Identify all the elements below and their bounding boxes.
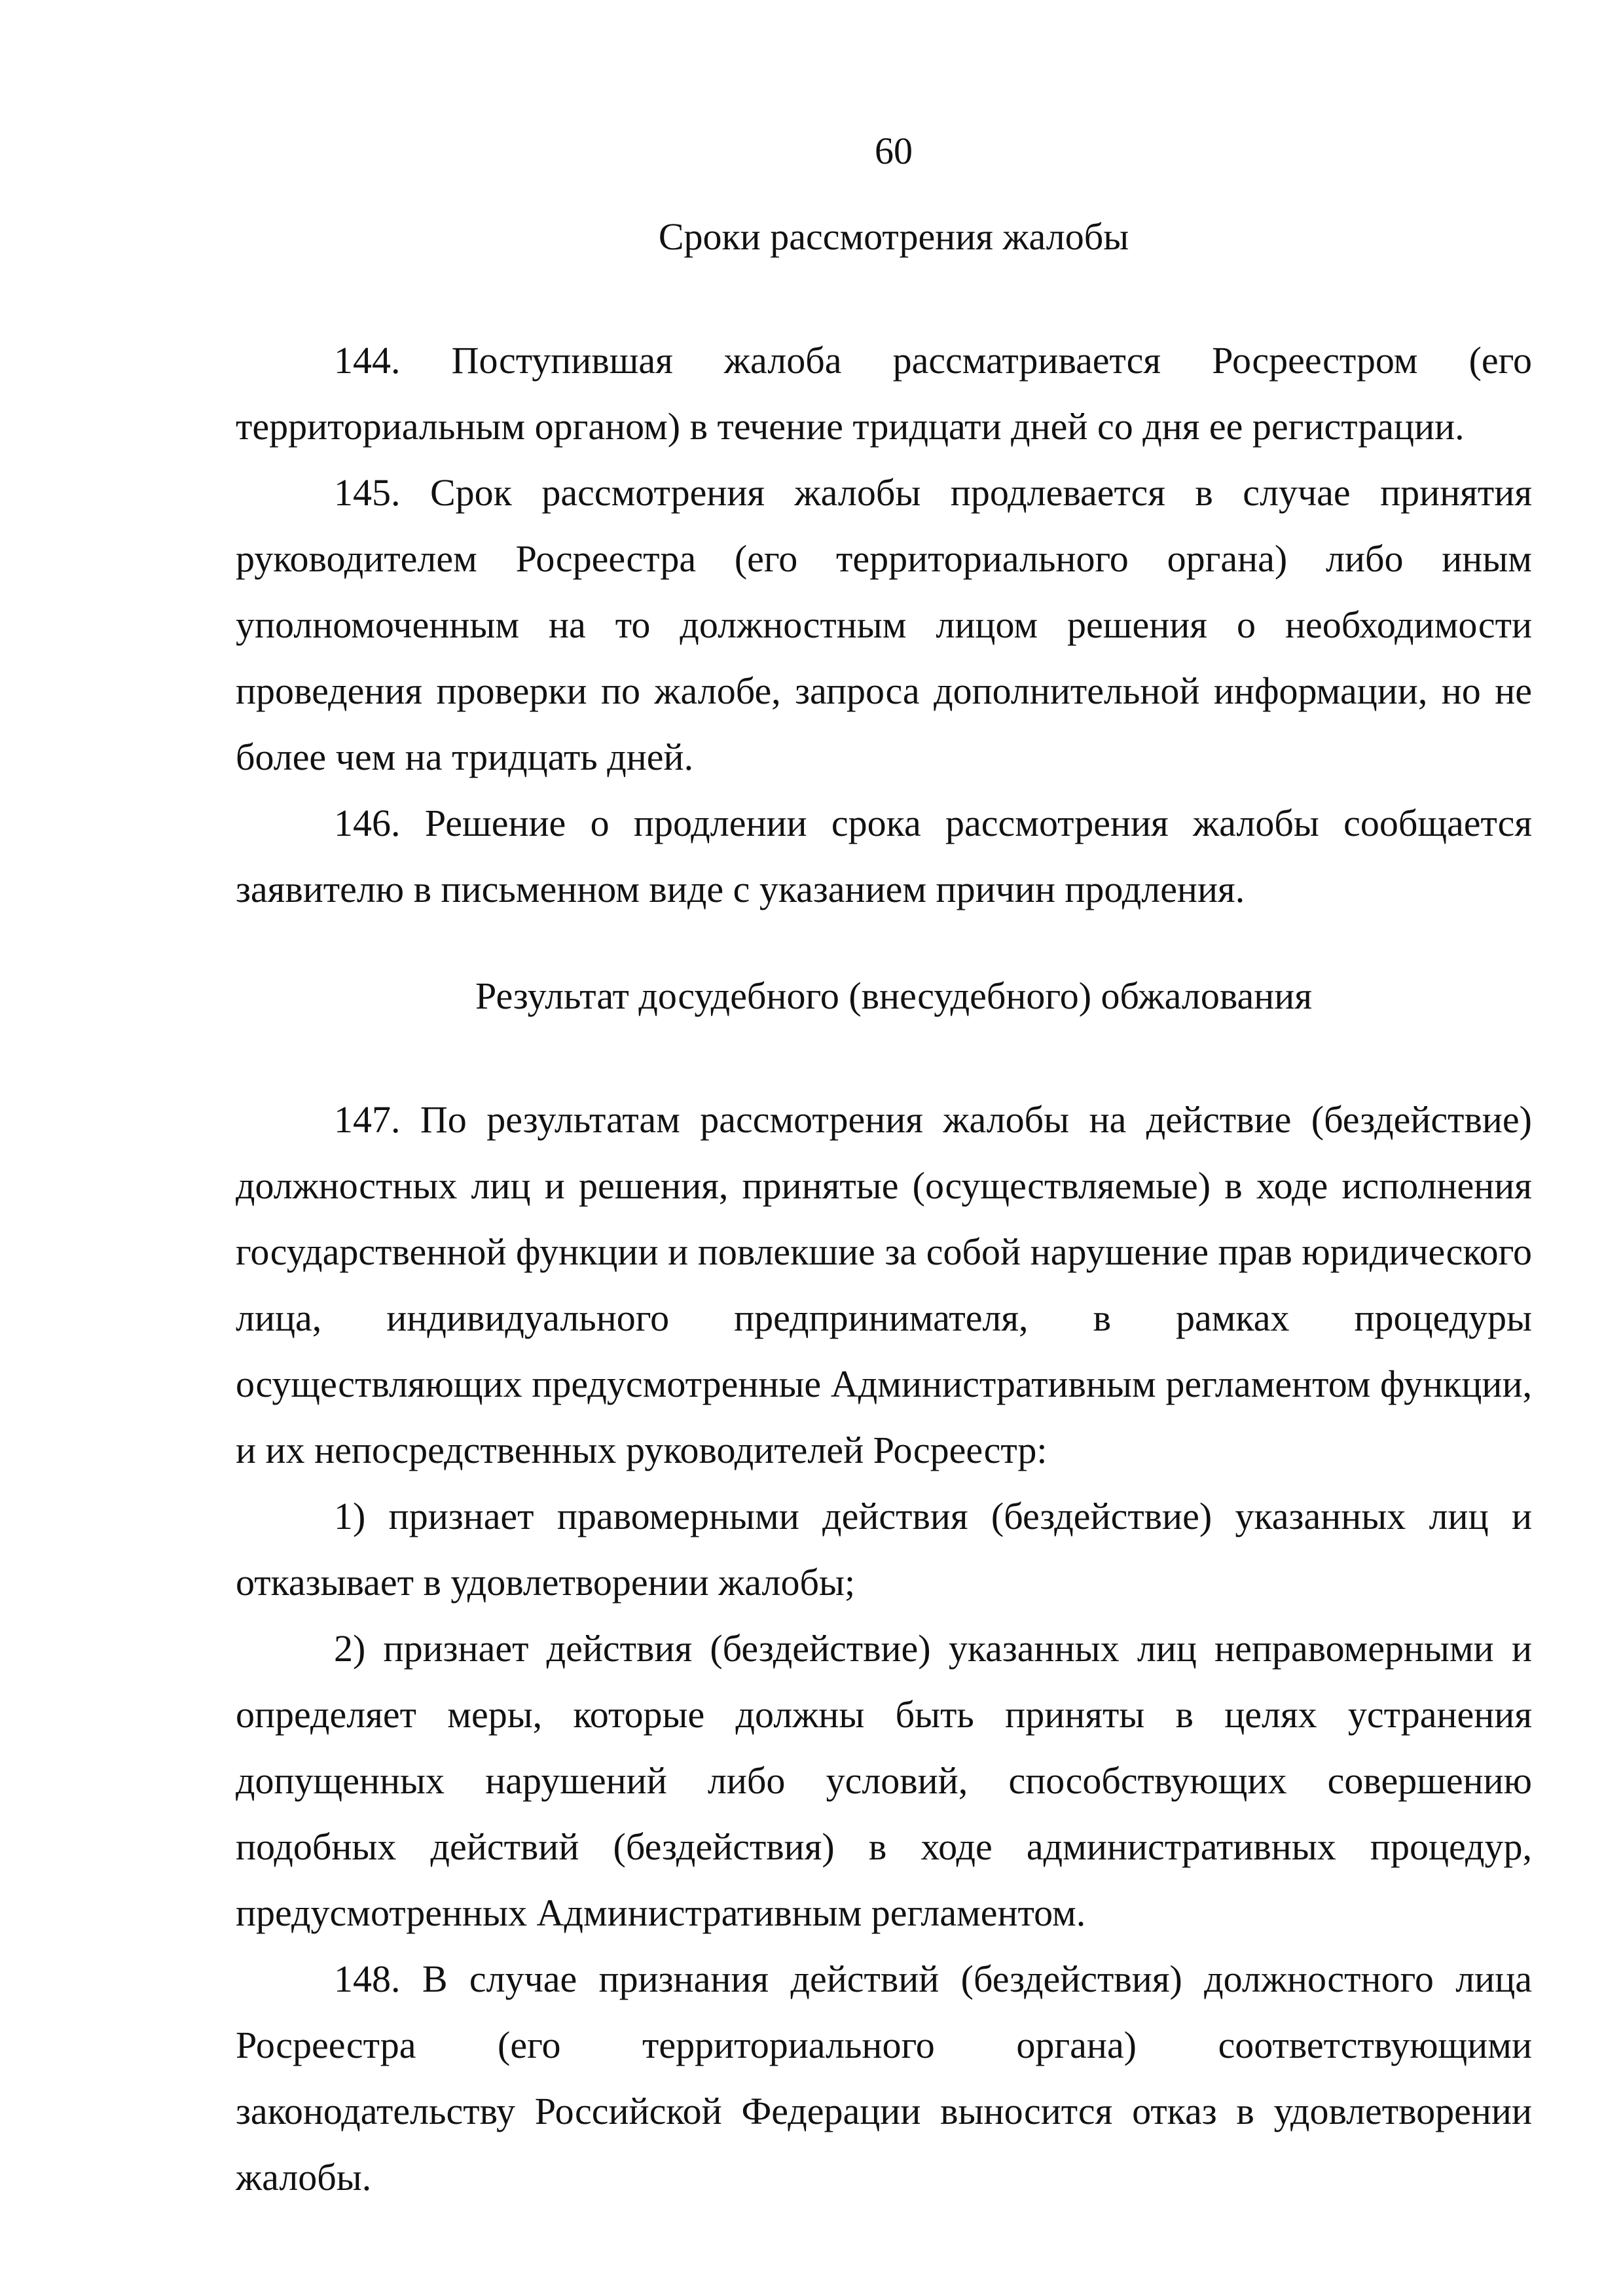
list-item-1: 1) признает правомерными действия (бездействие) указанных лиц и отказывает в удовлетворении жалобы; <box>236 1495 1532 1604</box>
paragraph-147: 147. По результатам рассмотрения жалобы на действие (бездействие) должностных лиц и решения, принятые (осуществляемые) в ходе исполнения государственной функции и повлекшие за собой нарушение прав юридического лица, индивидуального предпринимателя, в рамках процедуры осуществляющих предусмотренные Административным регламентом функции, и их непосредственных руководителей Росреестр: <box>236 1098 1532 1471</box>
paragraph-148: 148. В случае признания действий (бездействия) должностного лица Росреестра (его территориального органа) соответствующими законодательству Российской Федерации выносится отказ в удовлетворении жалобы. <box>236 1958 1532 2198</box>
page-number: 60 <box>875 130 913 172</box>
paragraph-144: 144. Поступившая жалоба рассматривается Росреестром (его территориальным органом) в течение тридцати дней со дня ее регистрации. <box>236 339 1532 448</box>
section-heading-appeal-result: Результат досудебного (внесудебного) обжалования <box>475 975 1312 1017</box>
list-item-2: 2) признает действия (бездействие) указанных лиц неправомерными и определяет меры, которые должны быть приняты в целях устранения допущенных нарушений либо условий, способствующих совершению подобных действий (бездействия) в ходе административных процедур, предусмотренных Административным регламентом. <box>236 1627 1532 1934</box>
document-page <box>236 118 1532 2210</box>
paragraph-145: 145. Срок рассмотрения жалобы продлевается в случае принятия руководителем Росреестра (его территориального органа) либо иным уполномоченным на то должностным лицом решения о необходимости проведения проверки по жалобе, запроса дополнительной информации, но не более чем на тридцать дней. <box>236 471 1532 778</box>
paragraph-146: 146. Решение о продлении срока рассмотрения жалобы сообщается заявителю в письменном виде с указанием причин продления. <box>236 802 1532 910</box>
section-heading-complaint-terms: Сроки рассмотрения жалобы <box>658 215 1129 258</box>
